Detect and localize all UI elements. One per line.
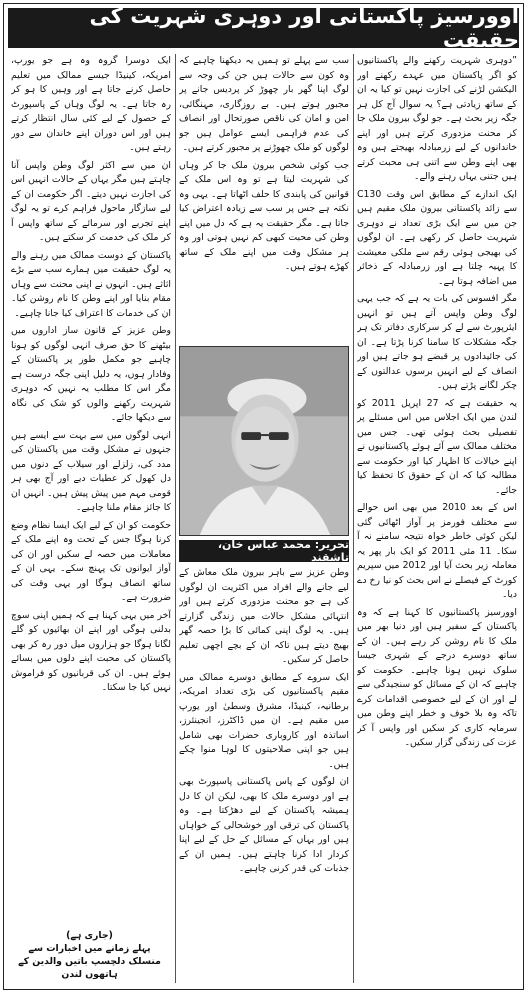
author-byline: تحریر: محمد عباس خان، تاشقند [179, 540, 349, 562]
paragraph: وطن عزیز سے باہر بیرون ملک معاش کے لیے جانے والے افراد میں اکثریت ان لوگوں کی ہے جو محنت مزدوری کرتے ہیں اور انتہائی مشکل حالات میں زندگی گزارتے ہیں۔ یہ لوگ اپنی کمائی کا بڑا حصہ گھر بھیج دیتے ہیں تاکہ ان کے بچے اچھی تعلیم حاصل کر سکیں۔ [179, 567, 349, 665]
paragraph: ایک دوسرا گروہ وہ ہے جو یورپ، امریکہ، کینیڈا جیسے ممالک میں تعلیم حاصل کرنے جاتا ہے اور وہیں کا ہو کر رہ جاتا ہے۔ یہ لوگ وہاں کے پاسپورٹ کے حصول کے لیے کئی سال انتظار کرتے ہیں اور اس دوران اپنے خاندان سے دور رہتے ہیں۔ [11, 55, 171, 153]
paragraph: انہی لوگوں میں سے بہت سے ایسے ہیں جنہوں نے مشکل وقت میں پاکستان کی مدد کی، زلزلے اور سیلاب کے دنوں میں دل کھول کر عطیات دیے اور آج بھی ہر قومی مہم میں پیش پیش ہیں۔ انہیں ان کا جائز مقام ملنا چاہیے۔ [11, 429, 171, 513]
paragraph: پاکستان کے دوست ممالک میں رہنے والے یہ لوگ حقیقت میں ہمارے سب سے بڑے اثاثے ہیں۔ انہوں نے اپنی محنت سے وہاں مقام بنایا اور اپنے وطن کا نام روشن کیا۔ ان کی خدمات کا اعتراف کیا جانا چاہیے۔ [11, 249, 171, 319]
paragraph: مگر افسوس کی بات یہ ہے کہ جب یہی لوگ وطن واپس آتے ہیں تو انہیں ایئرپورٹ سے لے کر سرکاری دفاتر تک ہر جگہ مشکلات کا سامنا کرنا پڑتا ہے۔ ان کی جائیدادوں پر قبضے ہو جاتے ہیں اور انصاف کے لیے انہیں برسوں عدالتوں کے چکر لگانے پڑتے ہیں۔ [357, 293, 517, 391]
paragraph: ان لوگوں کے پاس پاکستانی پاسپورٹ بھی ہے اور دوسرے ملک کا بھی، لیکن ان کا دل ہمیشہ پاکستان کے لیے دھڑکتا ہے۔ وہ پاکستان کی ترقی اور خوشحالی کے خواہاں ہیں اور یہاں کے مسائل کے حل کے لیے اپنا کردار ادا کرنا چاہتے ہیں۔ ہمیں ان کے جذبات کی قدر کرنی چاہیے۔ [179, 776, 349, 874]
paragraph: ان میں سے اکثر لوگ وطن واپس آنا چاہتے ہیں مگر یہاں کے حالات انہیں اس کی اجازت نہیں دیتے۔ اگر حکومت ان کے لیے سازگار ماحول فراہم کرے تو یہ لوگ اپنے تجربے اور سرمائے کے ساتھ واپس آ کر ملک کی خدمت کر سکتے ہیں۔ [11, 159, 171, 243]
paragraph: وطن عزیز کے قانون ساز اداروں میں بیٹھنے کا حق صرف انہی لوگوں کو ہونا چاہیے جو مکمل طور پر پاکستان کے وفادار ہوں، یہ دلیل اپنی جگہ درست ہے مگر اس کا مطلب یہ نہیں کہ دوہری شہریت رکھنے والوں کو شک کی نگاہ سے دیکھا جائے۔ [11, 325, 171, 423]
article-page [3, 3, 524, 990]
column-middle-top [179, 54, 349, 340]
paragraph: جب کوئی شخص بیرون ملک جا کر وہاں کی شہریت لیتا ہے تو وہ اس ملک کے قوانین کی پابندی کا حلف اٹھاتا ہے۔ یہی وہ نکتہ ہے جس پر سب سے زیادہ اعتراض کیا جاتا ہے۔ مگر حقیقت یہ ہے کہ دل میں اپنے وطن کی محبت کبھی کم نہیں ہوتی اور وہ ہر مشکل وقت میں اپنے ملک کے ساتھ کھڑے ہوتے ہیں۔ [179, 159, 349, 272]
column-ending [12, 929, 167, 981]
column-right [357, 54, 517, 983]
closing-line: پہلے زمانے میں اخبارات سے منسلک دلچسپ باتیں والدین کے ہاتھوں لندن [18, 943, 161, 980]
column-left [11, 54, 171, 949]
paragraph: یہ حقیقت ہے کہ 27 اپریل 2011 کو لندن میں ایک اجلاس میں اس مسئلے پر تفصیلی بحث ہوئی تھی۔ جس میں مختلف ممالک سے آئے ہوئے پاکستانیوں نے اپنے خیالات کا اظہار کیا اور حکومت سے مطالبہ کیا کہ ان کے حقوق کا تحفظ کیا جائے۔ [357, 397, 517, 496]
paragraph: ایک سروے کے مطابق دوسرے ممالک میں مقیم پاکستانیوں کی بڑی تعداد امریکہ، برطانیہ، کینیڈا، مشرق وسطیٰ اور یورپ میں مقیم ہے۔ ان میں ڈاکٹرز، انجینئرز، اساتذہ اور کاروباری حضرات بھی شامل ہیں جو اپنی صلاحیتوں کا لوہا منوا چکے ہیں۔ [179, 671, 349, 770]
column-middle-bottom [179, 566, 349, 983]
continued-label: (جاری ہے) [66, 930, 113, 941]
paragraph: سب سے پہلے تو ہمیں یہ دیکھنا چاہیے کہ وہ کون سے حالات ہیں جن کی وجہ سے لوگ اپنا گھر بار چھوڑ کر پردیس جانے پر مجبور ہوتے ہیں۔ بے روزگاری، مہنگائی، امن و امان کی ناقص صورتحال اور انصاف کی عدم فراہمی ایسے عوامل ہیں جو لوگوں کو ملک چھوڑنے پر مجبور کرتے ہیں۔ [179, 55, 349, 153]
paragraph: ایک اندازے کے مطابق اس وقت C130 سے زائد پاکستانی بیرون ملک مقیم ہیں جن میں سے ایک بڑی تعداد نے دوہری شہریت حاصل کر رکھی ہے۔ ان لوگوں کی بھیجی ہوئی رقم سے ملکی معیشت کا پہیہ چلتا ہے اور زرمبادلہ کے ذخائر میں اضافہ ہوتا ہے۔ [357, 188, 517, 287]
paragraph: اس کے بعد 2010 میں بھی اس حوالے سے مختلف فورمز پر آواز اٹھائی گئی لیکن کوئی خاطر خواہ نتیجہ سامنے نہ آ سکا۔ 11 مئی 2011 کو ایک بار پھر یہ معاملہ زیر بحث آیا اور 2012 میں سپریم کورٹ کے فیصلے نے اس بحث کو نیا رخ دے دیا۔ [357, 502, 517, 600]
article-headline: اوورسیز پاکستانی اور دوہری شہریت کی حقیقت [8, 8, 519, 48]
paragraph: ”دوہری شہریت رکھنے والے پاکستانیوں کو اگر پاکستان میں عہدے رکھنے اور الیکشن لڑنے کی اجازت نہیں تو کیا یہ ان کے ساتھ زیادتی ہے؟ یہ سوال آج کل ہر جگہ زیر بحث ہے۔ جو لوگ بیرون ملک جا کر محنت مزدوری کرتے ہیں اور اپنے خاندانوں کے لیے زرمبادلہ بھیجتے ہیں وہ بھی اپنے وطن سے اتنی ہی محبت کرتے ہیں جتنی یہاں رہنے والے۔ [357, 55, 517, 182]
paragraph: آخر میں یہی کہنا ہے کہ ہمیں اپنی سوچ بدلنی ہوگی اور اپنے ان بھائیوں کو گلے لگانا ہوگا جو ہزاروں میل دور رہ کر بھی پاکستان کی محبت اپنے دلوں میں بسائے ہوئے ہیں۔ ان کی قربانیوں کو فراموش نہیں کیا جا سکتا۔ [11, 609, 171, 693]
paragraph: حکومت کو ان کے لیے ایک ایسا نظام وضع کرنا ہوگا جس کے تحت وہ اپنے ملک کے معاملات میں حصہ لے سکیں اور ان کی آواز ایوانوں تک پہنچ سکے۔ یہی ان کے ساتھ انصاف ہوگا اور یہی وقت کی ضرورت ہے۔ [11, 519, 171, 603]
author-photo [179, 346, 349, 536]
column-divider [353, 54, 354, 983]
column-divider [175, 54, 176, 983]
paragraph: اوورسیز پاکستانیوں کا کہنا ہے کہ وہ پاکستان کے سفیر ہیں اور دنیا بھر میں ملک کا نام روشن کر رہے ہیں۔ ان کے ساتھ دوسرے درجے کے شہری جیسا سلوک نہیں ہونا چاہیے۔ حکومت کو چاہیے کہ ان کے مسائل کو سنجیدگی سے لے اور ان کے لیے خصوصی اقدامات کرے تاکہ وہ بلا خوف و خطر اپنے وطن میں سرمایہ کاری کر سکیں اور واپس آ کر عزت کی زندگی گزار سکیں۔ [357, 606, 517, 748]
